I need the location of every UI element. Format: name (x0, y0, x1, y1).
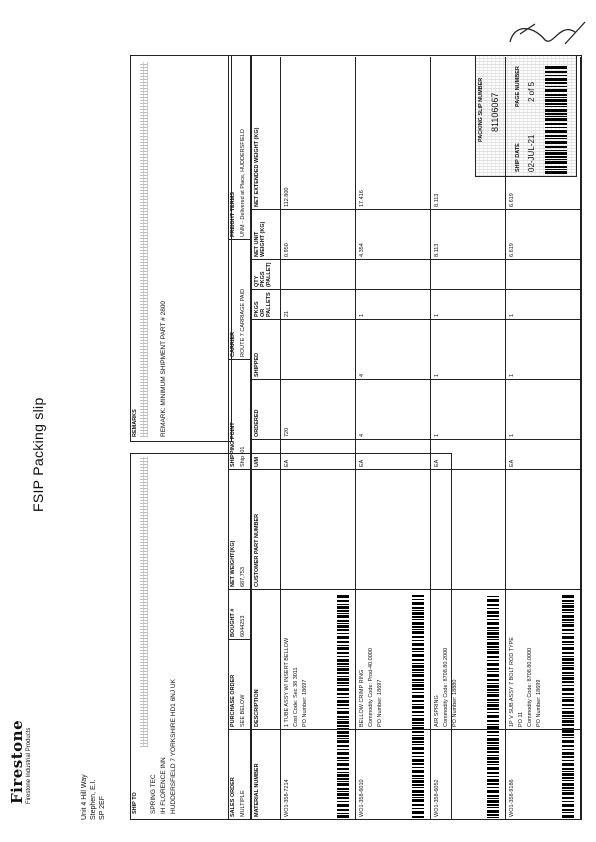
order-info-value: 6044253 (240, 615, 246, 637)
address-line: Unit 4 Hill Way (81, 774, 88, 820)
order-info-value: Ship -01 (240, 446, 246, 467)
row-description-line: 1 TUBE ASSY W/ INSERT BELLOW (284, 637, 290, 727)
company-logo-subtitle: Firestone Industrial Products (26, 727, 32, 804)
row-shipped: 4 (359, 373, 365, 377)
table-column-header: CUSTOMER PART NUMBER (254, 513, 260, 587)
row-material: WO1-358-6052 (434, 779, 440, 817)
row-ordered: 1 (434, 433, 440, 437)
order-info-header: CARRIER (230, 331, 236, 357)
row-barcode (337, 593, 349, 818)
row-ordered: 1 (509, 433, 515, 437)
row-um: EA (434, 459, 440, 467)
table-column-header: U/M (254, 456, 260, 467)
row-description-line: PO Number: 18699 (536, 679, 542, 727)
order-info-header: NET WEIGHT(KG) (230, 540, 236, 587)
order-info-value: MULTIPLE (240, 790, 246, 817)
order-info-value: ROUTE 7 CARRIAGE PAID (240, 288, 246, 357)
company-logo: Firestone (8, 719, 26, 804)
row-barcode (487, 593, 499, 818)
order-info-header: FREIGHT TERMS (230, 192, 236, 237)
remarks-label: REMARKS (132, 409, 138, 437)
row-ext-wt: 112.800 (284, 187, 290, 207)
packing-slip-number-label: PACKING SLIP NUMBER (478, 77, 484, 142)
ship-to-line: SPRING TEC (150, 774, 157, 814)
row-description-line: BELLOW CRIMP RING (359, 669, 365, 727)
page-title: FSIP Packing slip (30, 397, 46, 512)
row-material: WO1-358-7214 (284, 779, 290, 817)
ship-to-line: HUDDERSFIELD 7 YORKSHIRE HD1 6NJ UK (170, 679, 177, 814)
row-description-line: PO 11 (518, 711, 524, 727)
row-description-line: PO Number: 18880 (452, 679, 458, 727)
table-column-header: SHIPPED (254, 352, 260, 377)
row-shipped: 1 (509, 373, 515, 377)
order-info-header: SHIPPING POINT (230, 422, 236, 467)
order-info-header: BOUGHT # (230, 608, 236, 637)
page-number: 2 of 5 (527, 81, 536, 102)
row-material: WO1-358-9186 (509, 779, 515, 817)
table-column-header: ORDERED (254, 409, 260, 437)
row-description-line: PO Number: 18697 (302, 679, 308, 727)
row-shipped: 1 (434, 373, 440, 377)
row-unit-wt: 8.113 (434, 243, 440, 257)
row-unit-wt: 6.619 (509, 243, 515, 257)
table-column-header: PKGS OR PALLETS (254, 292, 272, 317)
row-description-line: PO Number: 18697 (377, 679, 383, 727)
row-barcode (562, 593, 574, 818)
table-column-header: NET UNIT WEIGHT (KG) (254, 221, 266, 257)
order-info-header: PURCHASE ORDER (230, 674, 236, 727)
row-barcode (412, 593, 424, 818)
row-pkgs: 1 (359, 313, 365, 317)
order-info-value: UNM - Delivered at Place, HUDDERSFIELD (240, 129, 246, 237)
signature-mark (505, 2, 590, 52)
company-address (80, 774, 107, 820)
row-unit-wt: 0.950 (284, 243, 290, 257)
row-description-line: Commodity Code: Prod-40.0000 (368, 648, 374, 727)
table-column-header: DESCRIPTION (254, 689, 260, 727)
address-line: Stephen, E.I. (90, 779, 97, 820)
row-pkgs: 1 (434, 313, 440, 317)
row-description-line: 1P V SUB ASSY 7 BOLT ROD TYPE (509, 637, 515, 727)
row-ext-wt: 6.619 (509, 193, 515, 207)
ship-to-label: SHIP TO (132, 792, 138, 814)
row-description-line: Commodity Code: 8708.80.2000 (443, 647, 449, 727)
ship-to-line: IH FLORENCE INN (160, 757, 167, 814)
row-pkgs: 1 (509, 313, 515, 317)
row-um: EA (284, 459, 290, 467)
packing-slip-number: 81106067 (490, 92, 500, 132)
row-unit-wt: 4.354 (359, 243, 365, 257)
ship-date-label: SHIP DATE (515, 143, 521, 172)
ship-date: 02-JUL-21 (527, 134, 536, 172)
row-um: EA (509, 459, 515, 467)
order-info-value: SEE BELOW (240, 694, 246, 727)
table-column-header: NET EXTENDED WEIGHT (KG) (254, 127, 260, 207)
page-number-label: PAGE NUMBER (515, 66, 521, 107)
order-info-header: SALES ORDER (230, 777, 236, 817)
row-material: WO1-358-6010 (359, 779, 365, 817)
row-pkgs: 21 (284, 310, 290, 317)
row-um: EA (359, 459, 365, 467)
row-ordered: 4 (359, 433, 365, 437)
row-ext-wt: 8.113 (434, 193, 440, 207)
order-info-value: 687,753 (240, 567, 246, 587)
remark-text: REMARK: MINIMUM SHIPMENT PART # 2800 (160, 300, 167, 437)
row-description-line: Commodity Code: 8708.80.0000 (527, 647, 533, 727)
row-description-line: AIR SPRING (434, 695, 440, 727)
row-ordered: 720 (284, 427, 290, 437)
table-column-header: QTY PKGS (PALLET) (254, 262, 272, 287)
row-description-line: Cost Code: Sec 38 3011 (293, 667, 299, 727)
address-line: SP 2EF (99, 796, 106, 820)
row-ext-wt: 17.416 (359, 190, 365, 207)
table-column-header: MATERIAL NUMBER (254, 763, 260, 817)
